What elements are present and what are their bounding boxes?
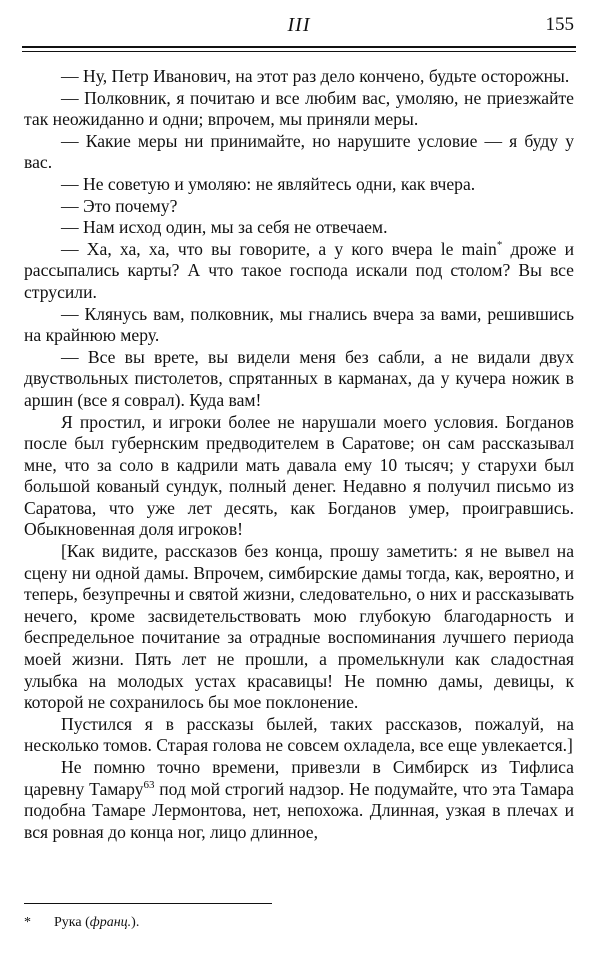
note-reference: 63 bbox=[143, 778, 155, 791]
paragraph: — Полковник, я почитаю и все любим вас, умоляю, не приезжайте так неожиданно и одни; впрочем, мы приняли меры. bbox=[24, 87, 574, 130]
header-rule-thin bbox=[22, 51, 576, 52]
page-number: 155 bbox=[545, 14, 574, 35]
footnote-text: Рука ( bbox=[54, 915, 90, 930]
footnote bbox=[24, 915, 139, 931]
paragraph bbox=[24, 239, 574, 304]
footnote-rule bbox=[24, 903, 272, 904]
footnote-mark: * bbox=[24, 915, 31, 930]
paragraph: Я простил, и игроки более не нарушали моего условия. Богданов после был губернским предводителем в Саратове; он сам рассказывал мне, что за соло в кадрили мать давала ему 10 тысяч; у старухи был большой кованый сундук, полный денег. Недавно я получил письмо из Саратова, что уже лет десять, как Богданов умер, проигравшись. Обыкновенная доля игроков! bbox=[24, 411, 574, 540]
footnote-language: франц. bbox=[89, 915, 132, 930]
footnote-marker: * bbox=[496, 238, 503, 251]
paragraph: — Это почему? bbox=[61, 195, 178, 216]
paragraph: — Какие меры ни принимайте, но нарушите условие — я буду у вас. bbox=[24, 130, 574, 173]
paragraph-text: Не помню точно времени, привезли в Симбирск из Тифлиса царевну Тамару bbox=[24, 757, 574, 799]
paragraph-text: под мой строгий надзор. Не подумайте, что эта Тамара подобна Тамаре Лермонтова, нет, непохожа. Длинная, узкая в плечах и вся ровная до конца ног, лицо длинное, bbox=[24, 778, 574, 842]
paragraph-text: дроже и рассыпались карты? А что такое господа искали под столом? Вы все струсили. bbox=[24, 238, 575, 302]
running-header bbox=[22, 10, 576, 44]
section-number: III bbox=[287, 14, 311, 36]
paragraph-text: — Ха, ха, ха, что вы говорите, а у кого вчера le main bbox=[61, 238, 497, 259]
paragraph: — Не советую и умоляю: не являйтесь одни, как вчера. bbox=[61, 173, 476, 194]
header-rule-thick bbox=[22, 46, 576, 48]
paragraph: [Как видите, рассказов без конца, прошу заметить: я не вывел на сцену ни одной дамы. Впрочем, симбирские дамы тогда, как, вероятно, и теперь, безупречны и святой жизни, следовательно, о них и рассказывать нечего, кроме засвидетельствовать мою глубокую благодарность и беспредельное почитание за отрадные воспоминания лучшего периода моей жизни. Пять лет не прошли, а промелькнули как сладостная улыбка на молодых устах красавицы! Не помню дамы, девицы, к которой не сохранилось бы мое поклонение. bbox=[24, 541, 574, 713]
paragraph: — Все вы врете, вы видели меня без сабли, а не видали двух двуствольных пистолетов, спрятанных в карманах, да у кучера ножик в аршин (все я соврал). Куда вам! bbox=[24, 346, 574, 410]
paragraph: — Клянусь вам, полковник, мы гнались вчера за вами, решившись на крайнюю меру. bbox=[24, 303, 574, 346]
paragraph: — Нам исход один, мы за себя не отвечаем. bbox=[61, 217, 388, 238]
body-text bbox=[24, 66, 574, 843]
paragraph: — Ну, Петр Иванович, на этот раз дело кончено, будьте осторожны. bbox=[61, 66, 570, 86]
footnote-end: ). bbox=[131, 915, 140, 930]
paragraph: Пустился я в рассказы былей, таких рассказов, пожалуй, на несколько томов. Старая голова не совсем охладела, все еще увлекается.] bbox=[24, 713, 574, 756]
paragraph bbox=[24, 757, 574, 843]
